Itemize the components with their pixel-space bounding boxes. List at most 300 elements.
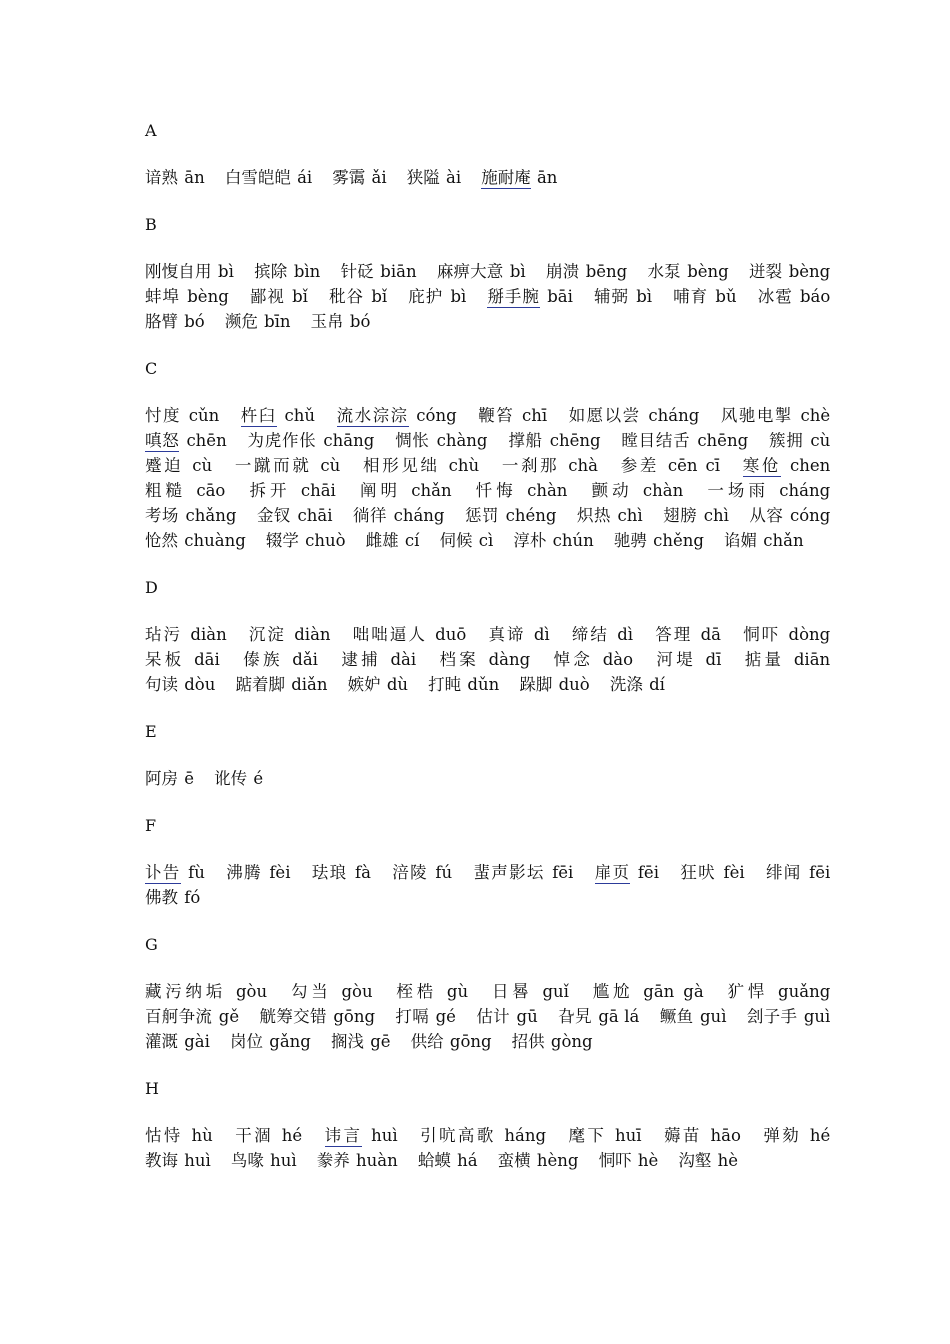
section-c: [145, 356, 845, 575]
vocab-pinyin: chéng: [505, 506, 557, 525]
vocab-entry: [225, 312, 291, 331]
vocab-word: 施耐庵: [481, 168, 531, 187]
vocab-word: 鄙视: [249, 287, 285, 306]
vocab-pinyin: é: [253, 769, 264, 788]
vocab-word: 掰手腕: [487, 287, 540, 306]
vocab-word: 针砭: [340, 262, 374, 281]
vocab-word: 蜚声影坛: [473, 863, 545, 882]
vocab-pinyin: chà: [568, 456, 598, 475]
vocab-word: 沟壑: [678, 1151, 712, 1170]
vocab-pinyin: cù: [192, 456, 213, 475]
vocab-word: 教诲: [145, 1151, 178, 1170]
vocab-entry: [512, 1032, 593, 1051]
vocab-entry: [647, 262, 728, 281]
entry-list: [145, 1123, 845, 1173]
vocab-entry: [749, 506, 830, 525]
vocab-entry: [329, 287, 387, 306]
vocab-pinyin: ē: [184, 769, 195, 788]
vocab-word: 踮着脚: [235, 675, 285, 694]
vocab-word: 哺育: [673, 287, 709, 306]
vocab-entry: [395, 1007, 456, 1026]
pinyin-vocabulary-document: [145, 118, 845, 1173]
vocab-entry: [411, 1032, 492, 1051]
vocab-pinyin: hù: [191, 1126, 213, 1145]
vocab-pinyin: dǎi: [292, 650, 318, 669]
vocab-word: 弹劾: [763, 1126, 802, 1145]
vocab-pinyin: bó: [349, 312, 371, 331]
vocab-entry: [145, 262, 234, 281]
vocab-word: 驰骋: [613, 531, 647, 550]
vocab-entry: [474, 863, 574, 882]
vocab-entry: [145, 982, 267, 1001]
vocab-pinyin: cháng: [648, 406, 700, 425]
vocab-entry: [572, 625, 633, 644]
vocab-word: 一刹那: [501, 456, 560, 475]
vocab-word: 讳言: [324, 1126, 363, 1145]
vocab-word: 打盹: [428, 675, 462, 694]
vocab-word: 沉淀: [248, 625, 286, 644]
vocab-pinyin: chuò: [305, 531, 346, 550]
vocab-pinyin: cāo: [196, 481, 226, 500]
vocab-entry: [145, 675, 215, 694]
vocab-entry: [595, 863, 659, 882]
vocab-word: 玷污: [145, 625, 183, 644]
section-a: [145, 118, 845, 212]
vocab-entry: [231, 1151, 297, 1170]
vocab-entry: [235, 1126, 302, 1145]
vocab-pinyin: bì: [450, 287, 467, 306]
vocab-entry: [145, 769, 194, 788]
vocab-entry: [592, 481, 684, 500]
vocab-word: 崩溃: [545, 262, 580, 281]
vocab-pinyin: cǔn: [188, 406, 220, 425]
vocab-word: 跺脚: [519, 675, 553, 694]
vocab-pinyin: diān: [793, 650, 831, 669]
vocab-entry: [145, 481, 225, 500]
vocab-entry: [341, 650, 416, 669]
vocab-word: 沸腾: [226, 863, 262, 882]
vocab-pinyin: chen: [789, 456, 831, 475]
vocab-word: 从容: [749, 506, 784, 525]
vocab-entry: [408, 287, 466, 306]
vocab-pinyin: dào: [602, 650, 634, 669]
vocab-word: 相形见绌: [363, 456, 440, 475]
vocab-word: 蛤蟆: [417, 1151, 451, 1170]
vocab-entry: [332, 168, 386, 187]
vocab-pinyin: gě: [218, 1007, 240, 1026]
vocab-entry: [291, 982, 373, 1001]
vocab-entry: [558, 1007, 639, 1026]
vocab-entry: [680, 863, 744, 882]
vocab-word: 桎梏: [396, 982, 437, 1001]
vocab-word: 惆怅: [395, 431, 430, 450]
vocab-word: 蚌埠: [145, 287, 180, 306]
vocab-word: 考场: [145, 506, 179, 525]
vocab-word: 辍学: [265, 531, 299, 550]
vocab-pinyin: hè: [637, 1151, 659, 1170]
vocab-pinyin: chǔ: [284, 406, 316, 425]
vocab-word: 怆然: [145, 531, 178, 550]
vocab-pinyin: bì: [218, 262, 234, 281]
vocab-entry: [610, 675, 665, 694]
vocab-pinyin: cù: [810, 431, 831, 450]
section-e: [145, 719, 845, 813]
vocab-word: 傣族: [243, 650, 283, 669]
vocab-word: 绯闻: [766, 863, 802, 882]
vocab-pinyin: cì: [478, 531, 494, 550]
vocab-entry: [145, 312, 205, 331]
vocab-pinyin: chún: [552, 531, 594, 550]
vocab-word: 流水淙淙: [336, 406, 409, 425]
vocab-entry: [225, 168, 312, 187]
vocab-pinyin: dài: [390, 650, 417, 669]
vocab-pinyin: chēng: [549, 431, 601, 450]
vocab-pinyin: chǎn: [411, 481, 452, 500]
vocab-pinyin: dā: [700, 625, 721, 644]
vocab-pinyin: há: [457, 1151, 478, 1170]
vocab-entry: [145, 888, 200, 907]
vocab-word: 藏污纳垢: [145, 982, 226, 1001]
vocab-pinyin: guì: [803, 1007, 831, 1026]
vocab-word: 搁浅: [330, 1032, 364, 1051]
vocab-pinyin: ài: [446, 168, 462, 187]
vocab-entry: [593, 982, 704, 1001]
vocab-entry: [145, 650, 220, 669]
vocab-pinyin: bì: [509, 262, 526, 281]
vocab-word: 狭隘: [406, 168, 440, 187]
vocab-pinyin: dǔn: [467, 675, 500, 694]
vocab-entry: [331, 1032, 391, 1051]
vocab-entry: [311, 312, 371, 331]
vocab-entry: [546, 262, 627, 281]
section-letter: G: [145, 935, 158, 954]
vocab-word: 如愿以尝: [568, 406, 641, 425]
vocab-entry: [420, 1126, 546, 1145]
vocab-pinyin: gān gà: [643, 982, 704, 1001]
vocab-pinyin: cóng: [789, 506, 831, 525]
vocab-entry: [226, 863, 290, 882]
vocab-word: 豢养: [316, 1151, 350, 1170]
vocab-word: 簇拥: [768, 431, 804, 450]
vocab-entry: [428, 675, 499, 694]
vocab-word: 尴尬: [592, 982, 634, 1001]
vocab-entry: [363, 456, 479, 475]
vocab-entry: [241, 406, 315, 425]
vocab-entry: [594, 287, 652, 306]
vocab-pinyin: dòng: [788, 625, 831, 644]
vocab-pinyin: chuàng: [184, 531, 246, 550]
vocab-entry: [317, 1151, 398, 1170]
vocab-word: 讣告: [145, 863, 181, 882]
vocab-pinyin: ān: [184, 168, 205, 187]
section-letter: C: [145, 359, 158, 378]
vocab-word: 惩罚: [465, 506, 499, 525]
vocab-pinyin: duò: [558, 675, 590, 694]
section-b: [145, 212, 845, 356]
vocab-entry: [145, 1126, 213, 1145]
vocab-word: 档案: [439, 650, 480, 669]
vocab-pinyin: chù: [448, 456, 480, 475]
vocab-word: 勾当: [290, 982, 332, 1001]
vocab-entry: [749, 262, 830, 281]
vocab-entry: [341, 262, 417, 281]
vocab-entry: [250, 287, 308, 306]
vocab-pinyin: bǔ: [715, 287, 737, 306]
vocab-word: 庇护: [408, 287, 444, 306]
vocab-word: 粗糙: [145, 481, 187, 500]
vocab-pinyin: fēi: [809, 863, 831, 882]
vocab-word: 涪陵: [392, 863, 428, 882]
vocab-entry: [348, 675, 408, 694]
vocab-entry: [260, 1007, 375, 1026]
vocab-pinyin: cēn cī: [667, 456, 720, 475]
vocab-pinyin: gē: [370, 1032, 391, 1051]
vocab-word: 岗位: [230, 1032, 264, 1051]
vocab-word: 嫉妒: [347, 675, 381, 694]
vocab-word: 濒危: [224, 312, 258, 331]
vocab-word: 炽热: [576, 506, 611, 525]
vocab-pinyin: gài: [184, 1032, 210, 1051]
vocab-pinyin: ái: [297, 168, 313, 187]
vocab-entry: [214, 769, 263, 788]
vocab-pinyin: chī: [521, 406, 548, 425]
vocab-word: 恫吓: [743, 625, 781, 644]
vocab-word: 引吭高歌: [420, 1126, 496, 1145]
vocab-word: 翅膀: [663, 506, 698, 525]
vocab-entry: [145, 1007, 239, 1026]
vocab-pinyin: fēi: [552, 863, 574, 882]
vocab-word: 风驰电掣: [720, 406, 793, 425]
vocab-word: 水泵: [647, 262, 681, 281]
vocab-pinyin: hé: [809, 1126, 831, 1145]
vocab-pinyin: chǎn: [763, 531, 804, 550]
vocab-entry: [407, 168, 461, 187]
vocab-pinyin: ān: [536, 168, 558, 187]
vocab-entry: [325, 1126, 398, 1145]
vocab-entry: [248, 431, 375, 450]
vocab-pinyin: diàn: [190, 625, 227, 644]
vocab-word: 蹙迫: [145, 456, 184, 475]
vocab-word: 撑船: [508, 431, 543, 450]
vocab-pinyin: hāo: [710, 1126, 741, 1145]
vocab-pinyin: bó: [184, 312, 205, 331]
vocab-pinyin: duō: [435, 625, 467, 644]
entry-list: [145, 860, 845, 910]
section-letter: F: [145, 816, 157, 835]
vocab-entry: [747, 1007, 830, 1026]
vocab-pinyin: cháng: [393, 506, 445, 525]
vocab-pinyin: cháng: [779, 481, 831, 500]
vocab-pinyin: dì: [617, 625, 634, 644]
vocab-entry: [621, 431, 748, 450]
vocab-word: 嗔怒: [145, 431, 180, 450]
vocab-word: 狂吠: [680, 863, 716, 882]
vocab-entry: [145, 456, 212, 475]
vocab-entry: [569, 406, 700, 425]
vocab-pinyin: bèng: [687, 262, 729, 281]
vocab-pinyin: huī: [615, 1126, 642, 1145]
vocab-word: 忖度: [145, 406, 181, 425]
vocab-entry: [437, 262, 526, 281]
vocab-word: 干涸: [235, 1126, 274, 1145]
vocab-entry: [481, 168, 557, 187]
vocab-entry: [707, 481, 830, 500]
vocab-entry: [312, 863, 371, 882]
entry-list: [145, 979, 845, 1054]
vocab-pinyin: fèi: [269, 863, 291, 882]
vocab-word: 真谛: [488, 625, 526, 644]
vocab-pinyin: bèng: [788, 262, 831, 281]
vocab-entry: [145, 506, 236, 525]
vocab-entry: [656, 650, 721, 669]
vocab-word: 呆板: [145, 650, 185, 669]
vocab-entry: [664, 1126, 741, 1145]
vocab-word: 淳朴: [513, 531, 547, 550]
vocab-word: 供给: [410, 1032, 444, 1051]
vocab-entry: [769, 431, 830, 450]
entry-list: [145, 259, 845, 334]
vocab-entry: [337, 406, 457, 425]
vocab-pinyin: chēng: [697, 431, 749, 450]
vocab-entry: [743, 625, 830, 644]
vocab-word: 鳜鱼: [659, 1007, 694, 1026]
vocab-pinyin: gòu: [341, 982, 373, 1001]
vocab-pinyin: bāi: [547, 287, 573, 306]
vocab-entry: [243, 650, 318, 669]
vocab-entry: [763, 1126, 830, 1145]
vocab-pinyin: chāi: [297, 506, 333, 525]
vocab-word: 瞠目结舌: [621, 431, 691, 450]
vocab-pinyin: bì: [636, 287, 653, 306]
vocab-pinyin: biān: [380, 262, 417, 281]
vocab-word: 阐明: [359, 481, 401, 500]
entry-list: [145, 766, 845, 791]
vocab-pinyin: bīn: [264, 312, 291, 331]
vocab-word: 寒伧: [742, 456, 782, 475]
vocab-pinyin: cù: [320, 456, 341, 475]
vocab-word: 麾下: [568, 1126, 607, 1145]
vocab-word: 谄媚: [724, 531, 758, 550]
vocab-pinyin: bìn: [293, 262, 321, 281]
vocab-entry: [476, 1007, 537, 1026]
section-letter: A: [145, 121, 157, 140]
vocab-word: 招供: [511, 1032, 545, 1051]
vocab-pinyin: huì: [184, 1151, 211, 1170]
vocab-pinyin: dòu: [184, 675, 216, 694]
vocab-word: 拆开: [249, 481, 291, 500]
vocab-entry: [257, 506, 333, 525]
vocab-word: 忏悔: [475, 481, 517, 500]
vocab-entry: [673, 287, 736, 306]
vocab-word: 参差: [620, 456, 660, 475]
vocab-entry: [488, 625, 549, 644]
section-f: [145, 813, 845, 932]
vocab-pinyin: fó: [184, 888, 201, 907]
vocab-word: 日晷: [491, 982, 533, 1001]
section-g: [145, 932, 845, 1076]
vocab-entry: [395, 431, 487, 450]
vocab-word: 答理: [655, 625, 693, 644]
vocab-word: 估计: [476, 1007, 510, 1026]
vocab-word: 灌溉: [145, 1032, 178, 1051]
entry-list: [145, 622, 845, 697]
vocab-pinyin: bèng: [187, 287, 229, 306]
vocab-pinyin: chì: [703, 506, 729, 525]
vocab-pinyin: chàn: [642, 481, 684, 500]
vocab-word: 缔结: [571, 625, 609, 644]
vocab-entry: [465, 506, 556, 525]
vocab-word: 觥筹交错: [259, 1007, 327, 1026]
vocab-pinyin: diàn: [294, 625, 331, 644]
vocab-pinyin: gé: [435, 1007, 456, 1026]
vocab-entry: [745, 650, 830, 669]
section-letter: D: [145, 578, 158, 597]
vocab-word: 阿房: [145, 769, 178, 788]
vocab-word: 麻痹大意: [436, 262, 504, 281]
vocab-pinyin: gǎng: [269, 1032, 311, 1051]
vocab-word: 打嗝: [395, 1007, 430, 1026]
vocab-entry: [513, 531, 593, 550]
vocab-pinyin: hè: [717, 1151, 738, 1170]
vocab-entry: [721, 406, 830, 425]
vocab-word: 犷悍: [727, 982, 769, 1001]
section-letter: H: [145, 1079, 159, 1098]
vocab-pinyin: dí: [649, 675, 665, 694]
section-d: [145, 575, 845, 719]
vocab-pinyin: fù: [188, 863, 205, 882]
vocab-entry: [569, 1126, 642, 1145]
vocab-entry: [366, 531, 420, 550]
vocab-pinyin: gū: [516, 1007, 538, 1026]
section-letter: B: [145, 215, 157, 234]
vocab-word: 徜徉: [353, 506, 387, 525]
vocab-entry: [249, 481, 335, 500]
vocab-pinyin: guì: [700, 1007, 727, 1026]
vocab-pinyin: gōng: [449, 1032, 492, 1051]
vocab-pinyin: dī: [705, 650, 722, 669]
vocab-entry: [230, 1032, 311, 1051]
vocab-word: 百舸争流: [145, 1007, 213, 1026]
vocab-entry: [440, 650, 531, 669]
vocab-word: 鞭笞: [478, 406, 515, 425]
vocab-entry: [554, 650, 633, 669]
vocab-pinyin: chāng: [323, 431, 375, 450]
vocab-entry: [145, 625, 227, 644]
vocab-pinyin: fèi: [723, 863, 745, 882]
vocab-entry: [145, 863, 205, 882]
vocab-word: 杵臼: [240, 406, 277, 425]
vocab-word: 河堤: [656, 650, 696, 669]
vocab-entry: [478, 406, 547, 425]
vocab-entry: [396, 982, 468, 1001]
vocab-entry: [498, 1151, 579, 1170]
vocab-pinyin: diǎn: [291, 675, 328, 694]
vocab-pinyin: gòu: [235, 982, 268, 1001]
vocab-pinyin: chàn: [527, 481, 568, 500]
vocab-pinyin: dàng: [488, 650, 531, 669]
vocab-word: 伺候: [439, 531, 473, 550]
vocab-entry: [663, 506, 729, 525]
vocab-entry: [418, 1151, 478, 1170]
vocab-word: 珐琅: [311, 863, 348, 882]
vocab-pinyin: gù: [446, 982, 469, 1001]
section-letter: E: [145, 722, 157, 741]
vocab-word: 讹传: [214, 769, 248, 788]
vocab-entry: [577, 506, 643, 525]
vocab-pinyin: guǐ: [542, 982, 569, 1001]
vocab-word: 一场雨: [707, 481, 769, 500]
vocab-pinyin: gōng: [333, 1007, 376, 1026]
